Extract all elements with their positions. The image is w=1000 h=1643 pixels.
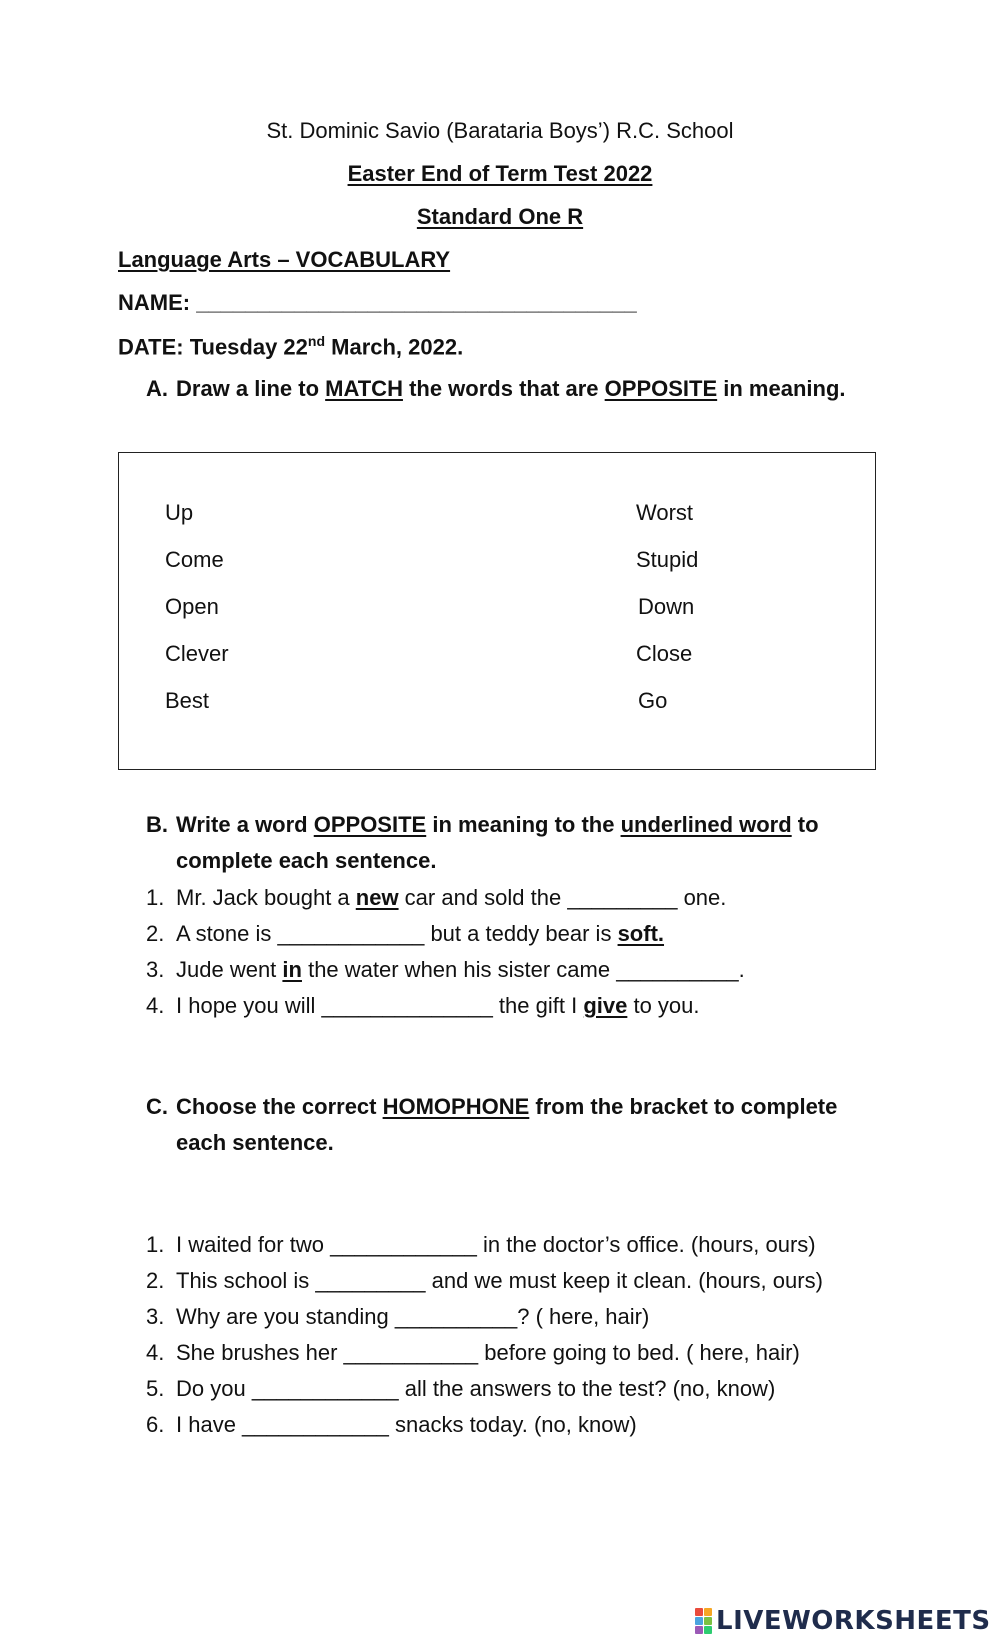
section-b-opposite: OPPOSITE [313,812,427,837]
question-text: to you. [627,993,700,1018]
question-number: 4. [146,993,165,1018]
section-b-question-1 [146,885,726,911]
right-word-5[interactable]: Go [638,688,668,713]
section-b-question-4 [146,993,700,1019]
question-number: 1. [146,885,165,910]
section-b-text-3: in meaning to the [426,812,621,837]
left-word-3[interactable]: Open [165,594,219,619]
question-text[interactable]: This school is _________ and we must keep it clean. (hours, ours) [176,1268,823,1293]
underlined-word: in [282,957,302,982]
question-number: 2. [146,1268,165,1293]
section-b-question-3 [146,957,745,983]
section-a-instruction [146,376,846,402]
question-number: 1. [146,1232,165,1257]
question-text[interactable]: I have ____________ snacks today. (no, know) [176,1412,637,1437]
question-text[interactable]: Why are you standing __________? ( here, hair) [176,1304,650,1329]
date-pre: DATE: Tuesday 22 [118,334,308,360]
liveworksheets-logo [695,1606,991,1636]
section-c-question-5[interactable] [146,1376,775,1402]
section-c-text-1: Choose the correct [176,1094,383,1119]
question-text[interactable]: A stone is ____________ but a teddy bear is [176,921,618,946]
test-title-wrap [0,161,1000,187]
left-word-5[interactable]: Best [165,688,210,713]
section-b-text-5: to [791,812,819,837]
name-label: NAME: [118,290,191,315]
right-word-3[interactable]: Down [638,594,695,619]
question-text[interactable]: I hope you will ______________ the gift I [176,993,584,1018]
right-word-2[interactable]: Stupid [636,547,699,572]
right-word-4[interactable]: Close [636,641,693,666]
section-b-letter: B. [146,812,168,837]
section-c-question-4[interactable] [146,1340,800,1366]
date-line [118,333,463,360]
school-name: St. Dominic Savio (Barataria Boys’) R.C. School [266,118,734,143]
section-a-match: MATCH [325,376,403,401]
left-word-4[interactable]: Clever [165,641,229,666]
question-text: Jude went [176,957,283,982]
date-sup: nd [307,333,326,349]
name-line [118,290,637,316]
underlined-word: give [583,993,628,1018]
question-text[interactable]: I waited for two ____________ in the doctor’s office. (hours, ours) [176,1232,816,1257]
underlined-word: new [355,885,399,910]
subject-title: Language Arts – VOCABULARY [118,247,451,272]
question-text: Mr. Jack bought a [176,885,356,910]
section-b-text-1: Write a word [176,812,314,837]
section-c-letter: C. [146,1094,168,1119]
question-number: 5. [146,1376,165,1401]
date-post: March, 2022. [325,334,464,360]
left-word-1[interactable]: Up [165,500,194,525]
class-title-wrap [0,204,1000,230]
class-title: Standard One R [416,204,584,229]
question-text[interactable]: She brushes her ___________ before going to bed. ( here, hair) [176,1340,800,1365]
question-text[interactable]: the water when his sister came __________. [301,957,745,982]
section-a-text-3: the words that are [402,376,605,401]
section-c-question-2[interactable] [146,1268,823,1294]
section-a-text-5: in meaning. [717,376,846,401]
name-blank: ____________________________________ [196,290,637,315]
logo-tiles-icon [695,1608,712,1634]
section-b-instruction [146,812,819,838]
section-c-question-6[interactable] [146,1412,637,1438]
matching-box [118,452,876,770]
question-number: 4. [146,1340,165,1365]
question-number: 6. [146,1412,165,1437]
question-number: 3. [146,1304,165,1329]
question-number: 2. [146,921,165,946]
section-a-letter: A. [146,376,168,401]
section-c-question-3[interactable] [146,1304,649,1330]
section-c-instruction [146,1094,837,1120]
section-a-opposite: OPPOSITE [604,376,718,401]
logo-text: LIVEWORKSHEETS [716,1606,991,1636]
section-a-text-1: Draw a line to [176,376,326,401]
section-c-instruction-line2: each sentence. [176,1130,334,1155]
section-b-instruction-line2: complete each sentence. [176,848,437,873]
section-c-question-1[interactable] [146,1232,816,1258]
question-text[interactable]: Do you ____________ all the answers to the test? (no, know) [176,1376,776,1401]
question-number: 3. [146,957,165,982]
test-title: Easter End of Term Test 2022 [347,161,653,186]
underlined-word: soft. [617,921,665,946]
section-b-question-2 [146,921,664,947]
section-c-text-3: from the bracket to complete [529,1094,838,1119]
section-c-homophone: HOMOPHONE [382,1094,530,1119]
left-word-2[interactable]: Come [165,547,224,572]
section-b-underlined-word: underlined word [620,812,792,837]
right-word-1[interactable]: Worst [636,500,694,525]
question-text[interactable]: car and sold the _________ one. [398,885,727,910]
